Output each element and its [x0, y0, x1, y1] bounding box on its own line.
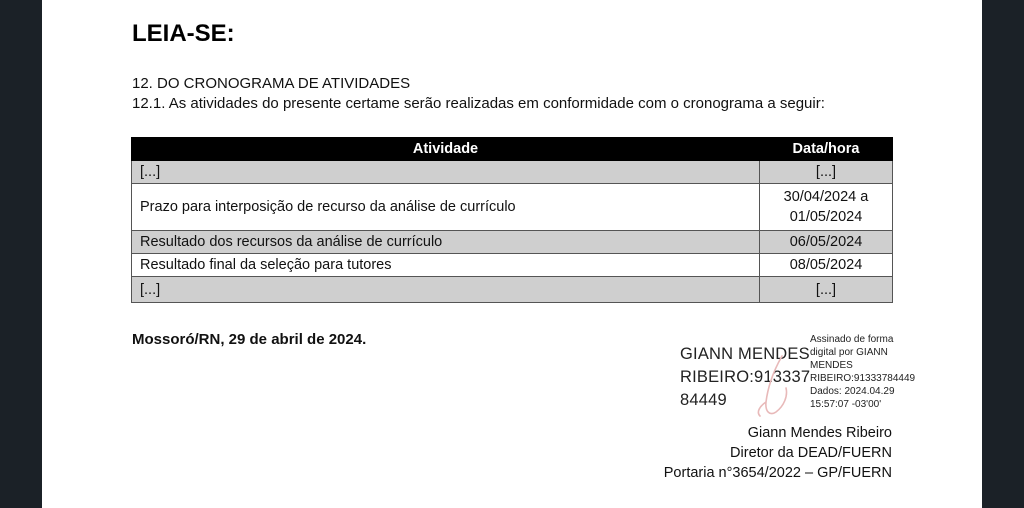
date-line: [...]: [815, 281, 837, 298]
row-date: [760, 184, 893, 231]
signature-detail-line: MENDES: [810, 360, 853, 371]
signature-name-line: RIBEIRO:913337: [680, 368, 811, 386]
signature-detail-line: 15:57:07 -03'00': [810, 399, 882, 410]
place-date: Mossoró/RN, 29 de abril de 2024.: [132, 331, 367, 348]
row-date: [760, 254, 893, 277]
heading: LEIA-SE:: [132, 20, 235, 47]
signer-title: Diretor da DEAD/FUERN: [730, 445, 892, 461]
signature-detail-line: Dados: 2024.04.29: [810, 386, 895, 397]
document-page: [42, 0, 982, 508]
table-row: [132, 277, 893, 303]
schedule-table: [131, 137, 893, 303]
signature-detail-line: Assinado de forma: [810, 334, 894, 345]
header-date: Data/hora: [760, 138, 893, 161]
table-row: [132, 231, 893, 254]
signature-name-line: GIANN MENDES: [680, 345, 810, 363]
table-row: [132, 254, 893, 277]
row-activity: Resultado final da seleção para tutores: [132, 254, 760, 277]
signer-block: [664, 423, 892, 483]
signature-detail-line: digital por GIANN: [810, 347, 888, 358]
digital-signature-details: [810, 333, 915, 411]
section-title: 12. DO CRONOGRAMA DE ATIVIDADES: [132, 75, 411, 92]
table-header-row: [132, 138, 893, 161]
signer-ordinance: Portaria n°3654/2022 – GP/FUERN: [663, 465, 892, 481]
row-date: [760, 161, 893, 184]
header-activity: Atividade: [132, 138, 760, 161]
row-date: [760, 231, 893, 254]
date-line: 08/05/2024: [789, 257, 863, 273]
date-line: 30/04/2024 a: [783, 189, 869, 205]
signature-detail-line: RIBEIRO:91333784449: [810, 373, 916, 384]
table-row: [132, 161, 893, 184]
row-activity: Resultado dos recursos da análise de currículo: [132, 231, 760, 254]
table-row: [132, 184, 893, 231]
row-activity: Prazo para interposição de recurso da análise de currículo: [132, 184, 760, 231]
signature-mark-icon: [748, 352, 804, 420]
date-line: 06/05/2024: [789, 234, 863, 250]
date-line: 01/05/2024: [789, 209, 863, 225]
signature-name-line: 84449: [680, 391, 727, 409]
section-intro: 12.1. As atividades do presente certame serão realizadas em conformidade com o cronograma a seguir:: [132, 95, 825, 112]
row-activity: [...]: [132, 161, 760, 184]
date-line: [...]: [815, 164, 837, 180]
row-date: [760, 277, 893, 303]
signer-name: Giann Mendes Ribeiro: [747, 425, 892, 441]
row-activity: [...]: [132, 277, 760, 303]
